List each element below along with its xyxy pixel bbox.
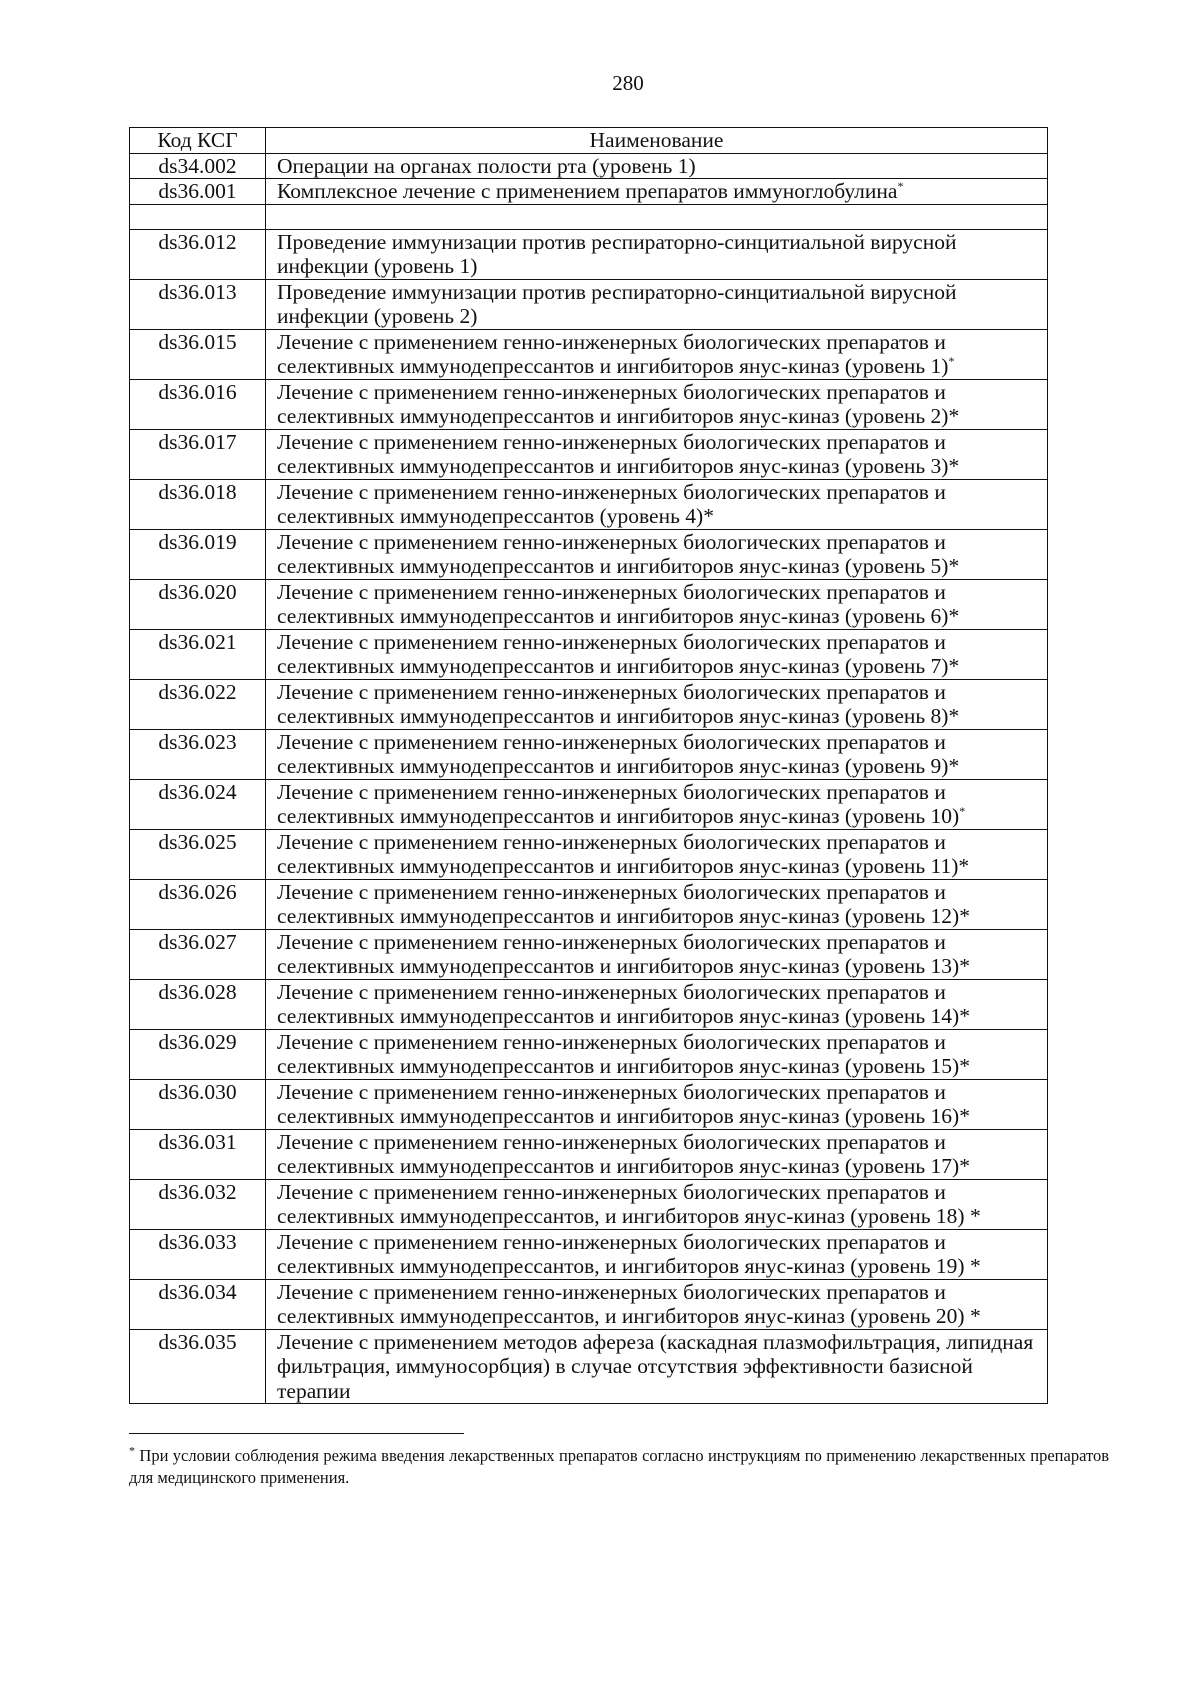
ksg-name-text: Лечение с применением генно-инженерных биологических препаратов и селективных иммунодепрессантов и ингибиторов янус-киназ (уровень 6)* — [277, 579, 960, 628]
ksg-name-text: Лечение с применением генно-инженерных биологических препаратов и селективных иммунодепрессантов и ингибиторов янус-киназ (уровень 13)* — [277, 929, 970, 978]
ksg-name-text: Лечение с применением генно-инженерных биологических препаратов и селективных иммунодепрессантов и ингибиторов янус-киназ (уровень 12)* — [277, 879, 970, 928]
ksg-name-text: Лечение с применением методов афереза (каскадная плазмофильтрация, липидная фильтрация, иммуносорбция) в случае отсутствия эффективности базисной терапии — [277, 1329, 1034, 1403]
footnote-divider — [129, 1433, 464, 1434]
ksg-name-cell — [266, 1029, 1048, 1079]
footnote-ref-mark: * — [948, 353, 955, 368]
table-row — [130, 929, 1048, 979]
ksg-code-cell: ds36.022 — [130, 679, 266, 729]
ksg-code-cell: ds36.035 — [130, 1329, 266, 1404]
ksg-name-cell — [266, 679, 1048, 729]
ksg-name-cell — [266, 1079, 1048, 1129]
table-row — [130, 1279, 1048, 1329]
ksg-name-text: Проведение иммунизации против респираторно-синцитиальной вирусной инфекции (уровень 2) — [277, 279, 957, 328]
table-body — [130, 153, 1048, 1404]
ksg-name-cell — [266, 379, 1048, 429]
table-header-row — [130, 128, 1048, 154]
ksg-code-cell: ds36.031 — [130, 1129, 266, 1179]
ksg-name-cell — [266, 779, 1048, 829]
header-code: Код КСГ — [130, 128, 266, 154]
table-row — [130, 379, 1048, 429]
table-row — [130, 1179, 1048, 1229]
footnote-ref-mark: * — [959, 803, 966, 818]
ksg-code-cell: ds36.032 — [130, 1179, 266, 1229]
ksg-name-cell — [266, 529, 1048, 579]
header-name: Наименование — [266, 128, 1048, 154]
ksg-code-cell: ds36.025 — [130, 829, 266, 879]
ksg-name-text: Лечение с применением генно-инженерных биологических препаратов и селективных иммунодепрессантов и ингибиторов янус-киназ (уровень 15)* — [277, 1029, 970, 1078]
ksg-name-cell — [266, 329, 1048, 379]
table-row — [130, 229, 1048, 279]
ksg-name-text: Лечение с применением генно-инженерных биологических препаратов и селективных иммунодепрессантов и ингибиторов янус-киназ (уровень 7)* — [277, 629, 960, 678]
ksg-name-cell — [266, 479, 1048, 529]
table-row — [130, 1129, 1048, 1179]
ksg-name-text: Лечение с применением генно-инженерных биологических препаратов и селективных иммунодепрессантов и ингибиторов янус-киназ (уровень 2)* — [277, 379, 960, 428]
ksg-name-text: Лечение с применением генно-инженерных биологических препаратов и селективных иммунодепрессантов и ингибиторов янус-киназ (уровень 5)* — [277, 529, 960, 578]
ksg-code-cell: ds36.020 — [130, 579, 266, 629]
table-row — [130, 153, 1048, 179]
ksg-name-cell — [266, 1279, 1048, 1329]
ksg-name-text: Лечение с применением генно-инженерных биологических препаратов и селективных иммунодепрессантов и ингибиторов янус-киназ (уровень 9)* — [277, 729, 960, 778]
table-row — [130, 204, 1048, 229]
table-row — [130, 329, 1048, 379]
ksg-name-cell — [266, 929, 1048, 979]
ksg-code-cell: ds36.034 — [130, 1279, 266, 1329]
table-row — [130, 979, 1048, 1029]
footnote-mark: * — [129, 1443, 135, 1458]
ksg-name-cell — [266, 153, 1048, 179]
footnote-text: При условии соблюдения режима введения лекарственных препаратов согласно инструкциям по применению лекарственных препаратов для медицинского применения. — [129, 1446, 1110, 1487]
table-row — [130, 479, 1048, 529]
table-row — [130, 829, 1048, 879]
ksg-name-text: Лечение с применением генно-инженерных биологических препаратов и селективных иммунодепрессантов и ингибиторов янус-киназ (уровень 10) — [277, 779, 960, 828]
ksg-code-cell: ds36.015 — [130, 329, 266, 379]
ksg-name-cell — [266, 879, 1048, 929]
ksg-name-text: Лечение с применением генно-инженерных биологических препаратов и селективных иммунодепрессантов, и ингибиторов янус-киназ (уровень 19) * — [277, 1229, 981, 1278]
footnote — [129, 1445, 1109, 1489]
ksg-code-cell: ds36.012 — [130, 229, 266, 279]
ksg-name-cell — [266, 1229, 1048, 1279]
ksg-name-cell — [266, 1179, 1048, 1229]
ksg-name-text: Лечение с применением генно-инженерных биологических препаратов и селективных иммунодепрессантов и ингибиторов янус-киназ (уровень 1) — [277, 329, 949, 378]
table-row — [130, 1079, 1048, 1129]
ksg-name-cell — [266, 279, 1048, 329]
table-row — [130, 1029, 1048, 1079]
ksg-code-cell: ds36.024 — [130, 779, 266, 829]
table-row — [130, 729, 1048, 779]
ksg-name-cell — [266, 729, 1048, 779]
ksg-name-cell — [266, 429, 1048, 479]
ksg-code-cell — [130, 204, 266, 229]
ksg-code-cell: ds36.021 — [130, 629, 266, 679]
ksg-code-cell: ds36.001 — [130, 179, 266, 205]
ksg-name-text: Комплексное лечение с применением препаратов иммуноглобулина — [277, 179, 898, 203]
ksg-name-text: Лечение с применением генно-инженерных биологических препаратов и селективных иммунодепрессантов и ингибиторов янус-киназ (уровень 16)* — [277, 1079, 970, 1128]
table-row — [130, 879, 1048, 929]
ksg-code-cell: ds36.026 — [130, 879, 266, 929]
ksg-name-text: Лечение с применением генно-инженерных биологических препаратов и селективных иммунодепрессантов и ингибиторов янус-киназ (уровень 8)* — [277, 679, 960, 728]
ksg-code-cell: ds34.002 — [130, 153, 266, 179]
table-row — [130, 279, 1048, 329]
ksg-name-text: Операции на органах полости рта (уровень 1) — [277, 153, 696, 178]
ksg-name-cell — [266, 204, 1048, 229]
ksg-name-text: Проведение иммунизации против респираторно-синцитиальной вирусной инфекции (уровень 1) — [277, 229, 957, 278]
ksg-code-cell: ds36.018 — [130, 479, 266, 529]
ksg-code-cell: ds36.029 — [130, 1029, 266, 1079]
ksg-code-cell: ds36.023 — [130, 729, 266, 779]
ksg-name-text: Лечение с применением генно-инженерных биологических препаратов и селективных иммунодепрессантов, и ингибиторов янус-киназ (уровень 20) * — [277, 1279, 981, 1328]
table-row — [130, 779, 1048, 829]
table-row — [130, 529, 1048, 579]
table-row — [130, 1229, 1048, 1279]
footnote-ref-mark: * — [897, 178, 904, 193]
ksg-name-cell — [266, 579, 1048, 629]
ksg-name-cell — [266, 629, 1048, 679]
ksg-name-text: Лечение с применением генно-инженерных биологических препаратов и селективных иммунодепрессантов (уровень 4)* — [277, 479, 946, 528]
ksg-table — [129, 127, 1048, 1404]
ksg-name-text: Лечение с применением генно-инженерных биологических препаратов и селективных иммунодепрессантов и ингибиторов янус-киназ (уровень 11)* — [277, 829, 970, 878]
page-number: 280 — [612, 71, 644, 95]
ksg-name-text: Лечение с применением генно-инженерных биологических препаратов и селективных иммунодепрессантов, и ингибиторов янус-киназ (уровень 18) * — [277, 1179, 981, 1228]
ksg-name-text: Лечение с применением генно-инженерных биологических препаратов и селективных иммунодепрессантов и ингибиторов янус-киназ (уровень 3)* — [277, 429, 960, 478]
table-row — [130, 429, 1048, 479]
ksg-name-cell — [266, 229, 1048, 279]
ksg-code-cell: ds36.027 — [130, 929, 266, 979]
ksg-name-cell — [266, 1129, 1048, 1179]
table-row — [130, 579, 1048, 629]
ksg-code-cell: ds36.017 — [130, 429, 266, 479]
ksg-code-cell: ds36.030 — [130, 1079, 266, 1129]
table-row — [130, 1329, 1048, 1404]
table-row — [130, 679, 1048, 729]
ksg-code-cell: ds36.013 — [130, 279, 266, 329]
table-row — [130, 629, 1048, 679]
ksg-name-cell — [266, 829, 1048, 879]
ksg-name-cell — [266, 1329, 1048, 1404]
ksg-code-cell: ds36.028 — [130, 979, 266, 1029]
ksg-name-cell — [266, 979, 1048, 1029]
table-row — [130, 179, 1048, 205]
ksg-code-cell: ds36.019 — [130, 529, 266, 579]
ksg-name-text: Лечение с применением генно-инженерных биологических препаратов и селективных иммунодепрессантов и ингибиторов янус-киназ (уровень 14)* — [277, 979, 970, 1028]
ksg-name-cell — [266, 179, 1048, 205]
ksg-name-text: Лечение с применением генно-инженерных биологических препаратов и селективных иммунодепрессантов и ингибиторов янус-киназ (уровень 17)* — [277, 1129, 970, 1178]
ksg-code-cell: ds36.033 — [130, 1229, 266, 1279]
ksg-code-cell: ds36.016 — [130, 379, 266, 429]
